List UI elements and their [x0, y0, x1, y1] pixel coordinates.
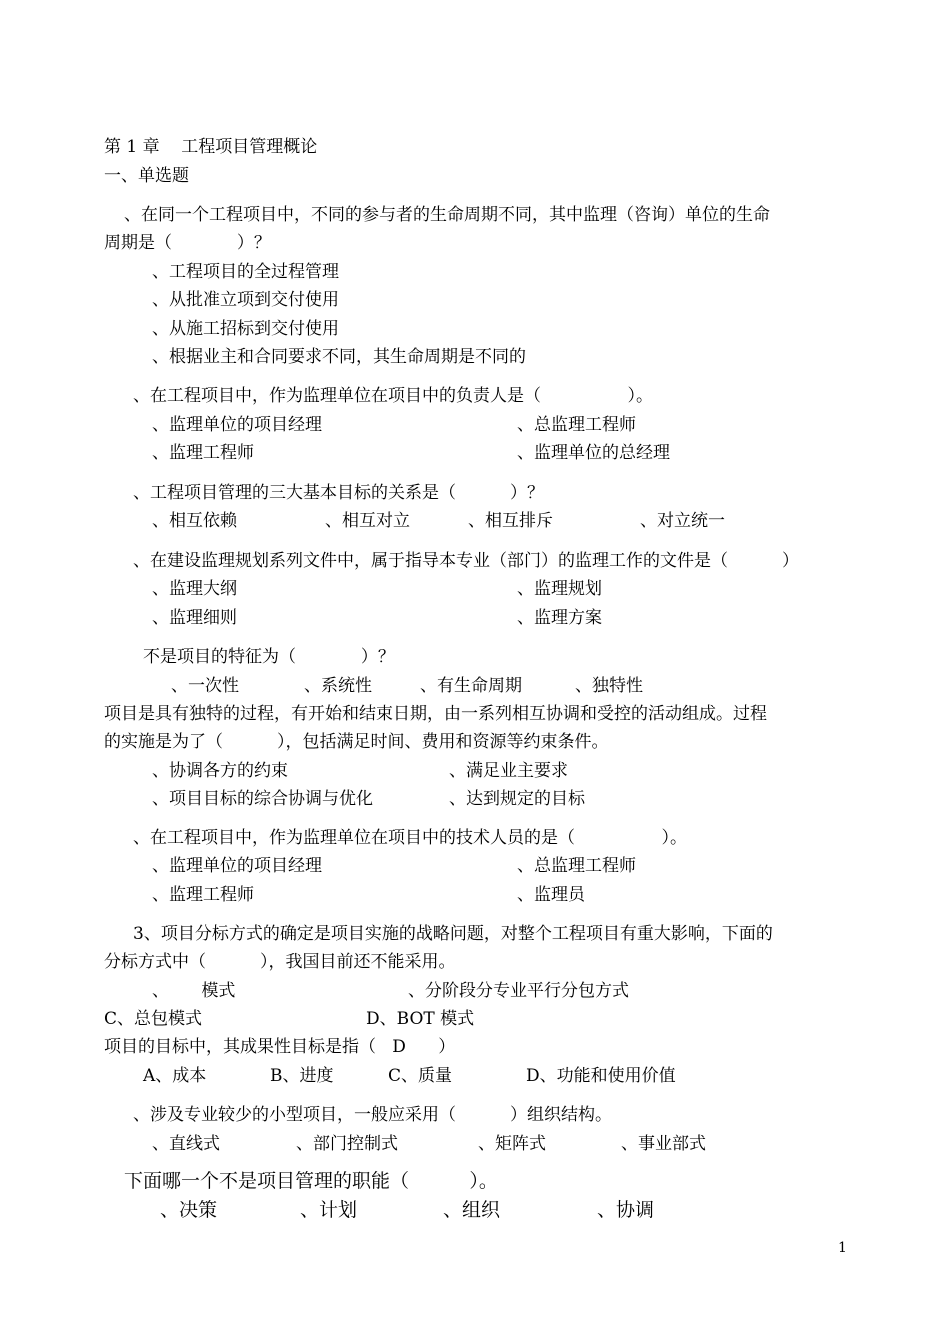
question-1-option-b: 、从批准立项到交付使用 [152, 290, 339, 310]
question-8-option-a: 、 模式 [152, 981, 236, 1001]
question-4-stem: 、在建设监理规划系列文件中，属于指导本专业（部门）的监理工作的文件是（ ） [133, 551, 800, 571]
question-6-stem-line-2: 的实施是为了（ ），包括满足时间、费用和资源等约束条件。 [104, 732, 609, 752]
question-11-option-a: 、决策 [160, 1199, 218, 1221]
question-8-stem-line-2: 分标方式中（ ），我国目前还不能采用。 [104, 952, 456, 972]
question-11-option-d: 、协调 [597, 1199, 655, 1221]
question-10-stem: 、涉及专业较少的小型项目，一般应采用（ ）组织结构。 [133, 1105, 613, 1125]
question-1-stem-line-2: 周期是（ ）？ [104, 233, 271, 253]
question-5-option-d: 、独特性 [575, 676, 643, 696]
question-4-option-b: 、监理规划 [517, 579, 602, 599]
question-9-option-d: D、功能和使用价值 [526, 1066, 676, 1086]
question-2-stem: 、在工程项目中，作为监理单位在项目中的负责人是（ ）。 [133, 386, 653, 406]
question-5-option-b: 、系统性 [304, 676, 372, 696]
question-8-option-b: 、分阶段分专业平行分包方式 [408, 981, 629, 1001]
question-7-option-b: 、总监理工程师 [517, 856, 636, 876]
question-2-option-b: 、总监理工程师 [517, 415, 636, 435]
page-number: 1 [838, 1240, 847, 1256]
question-11-option-c: 、组织 [443, 1199, 501, 1221]
question-6-option-c: 、项目目标的综合协调与优化 [152, 789, 373, 809]
question-5-option-a: 、一次性 [171, 676, 239, 696]
question-5-option-c: 、有生命周期 [420, 676, 522, 696]
section-title: 一、单选题 [104, 166, 189, 186]
question-8-option-d: D、BOT 模式 [366, 1009, 475, 1029]
question-4-option-d: 、监理方案 [517, 608, 602, 628]
question-11-stem: 下面哪一个不是项目管理的职能（ ）。 [124, 1170, 498, 1192]
question-3-option-a: 、相互依赖 [152, 511, 237, 531]
question-3-option-c: 、相互排斥 [468, 511, 553, 531]
question-11-option-b: 、计划 [300, 1199, 358, 1221]
question-7-option-d: 、监理员 [517, 885, 585, 905]
question-10-option-d: 、事业部式 [621, 1134, 706, 1154]
question-7-stem: 、在工程项目中，作为监理单位在项目中的技术人员的是（ ）。 [133, 828, 687, 848]
question-2-option-c: 、监理工程师 [152, 443, 254, 463]
question-9-option-a: A、成本 [143, 1066, 207, 1086]
question-10-option-a: 、直线式 [152, 1134, 220, 1154]
question-10-option-c: 、矩阵式 [478, 1134, 546, 1154]
question-3-option-d: 、对立统一 [640, 511, 725, 531]
question-6-option-b: 、满足业主要求 [449, 761, 568, 781]
question-1-option-c: 、从施工招标到交付使用 [152, 319, 339, 339]
question-2-option-d: 、监理单位的总经理 [517, 443, 670, 463]
question-9-stem: 项目的目标中，其成果性目标是指（ D ） [104, 1037, 456, 1057]
question-3-option-b: 、相互对立 [325, 511, 410, 531]
question-6-stem-line-1: 项目是具有独特的过程，有开始和结束日期，由一系列相互协调和受控的活动组成。过程 [104, 704, 767, 724]
question-6-option-d: 、达到规定的目标 [449, 789, 585, 809]
question-7-option-a: 、监理单位的项目经理 [152, 856, 322, 876]
question-4-option-c: 、监理细则 [152, 608, 237, 628]
question-9-option-b: B、进度 [270, 1066, 334, 1086]
question-8-stem-line-1: 3、项目分标方式的确定是项目实施的战略问题，对整个工程项目有重大影响，下面的 [133, 924, 773, 944]
question-1-stem-line-1: 、在同一个工程项目中，不同的参与者的生命周期不同，其中监理（咨询）单位的生命 [124, 205, 770, 225]
question-1-option-d: 、根据业主和合同要求不同，其生命周期是不同的 [152, 347, 526, 367]
question-4-option-a: 、监理大纲 [152, 579, 237, 599]
question-9-option-c: C、质量 [388, 1066, 453, 1086]
question-5-stem: 不是项目的特征为（ ）？ [143, 647, 395, 667]
chapter-title: 第 1 章 工程项目管理概论 [104, 137, 318, 157]
question-8-option-c: C、总包模式 [104, 1009, 203, 1029]
question-6-option-a: 、协调各方的约束 [152, 761, 288, 781]
question-2-option-a: 、监理单位的项目经理 [152, 415, 322, 435]
question-3-stem: 、工程项目管理的三大基本目标的关系是（ ）？ [133, 483, 545, 503]
question-10-option-b: 、部门控制式 [296, 1134, 398, 1154]
question-7-option-c: 、监理工程师 [152, 885, 254, 905]
question-1-option-a: 、工程项目的全过程管理 [152, 262, 339, 282]
